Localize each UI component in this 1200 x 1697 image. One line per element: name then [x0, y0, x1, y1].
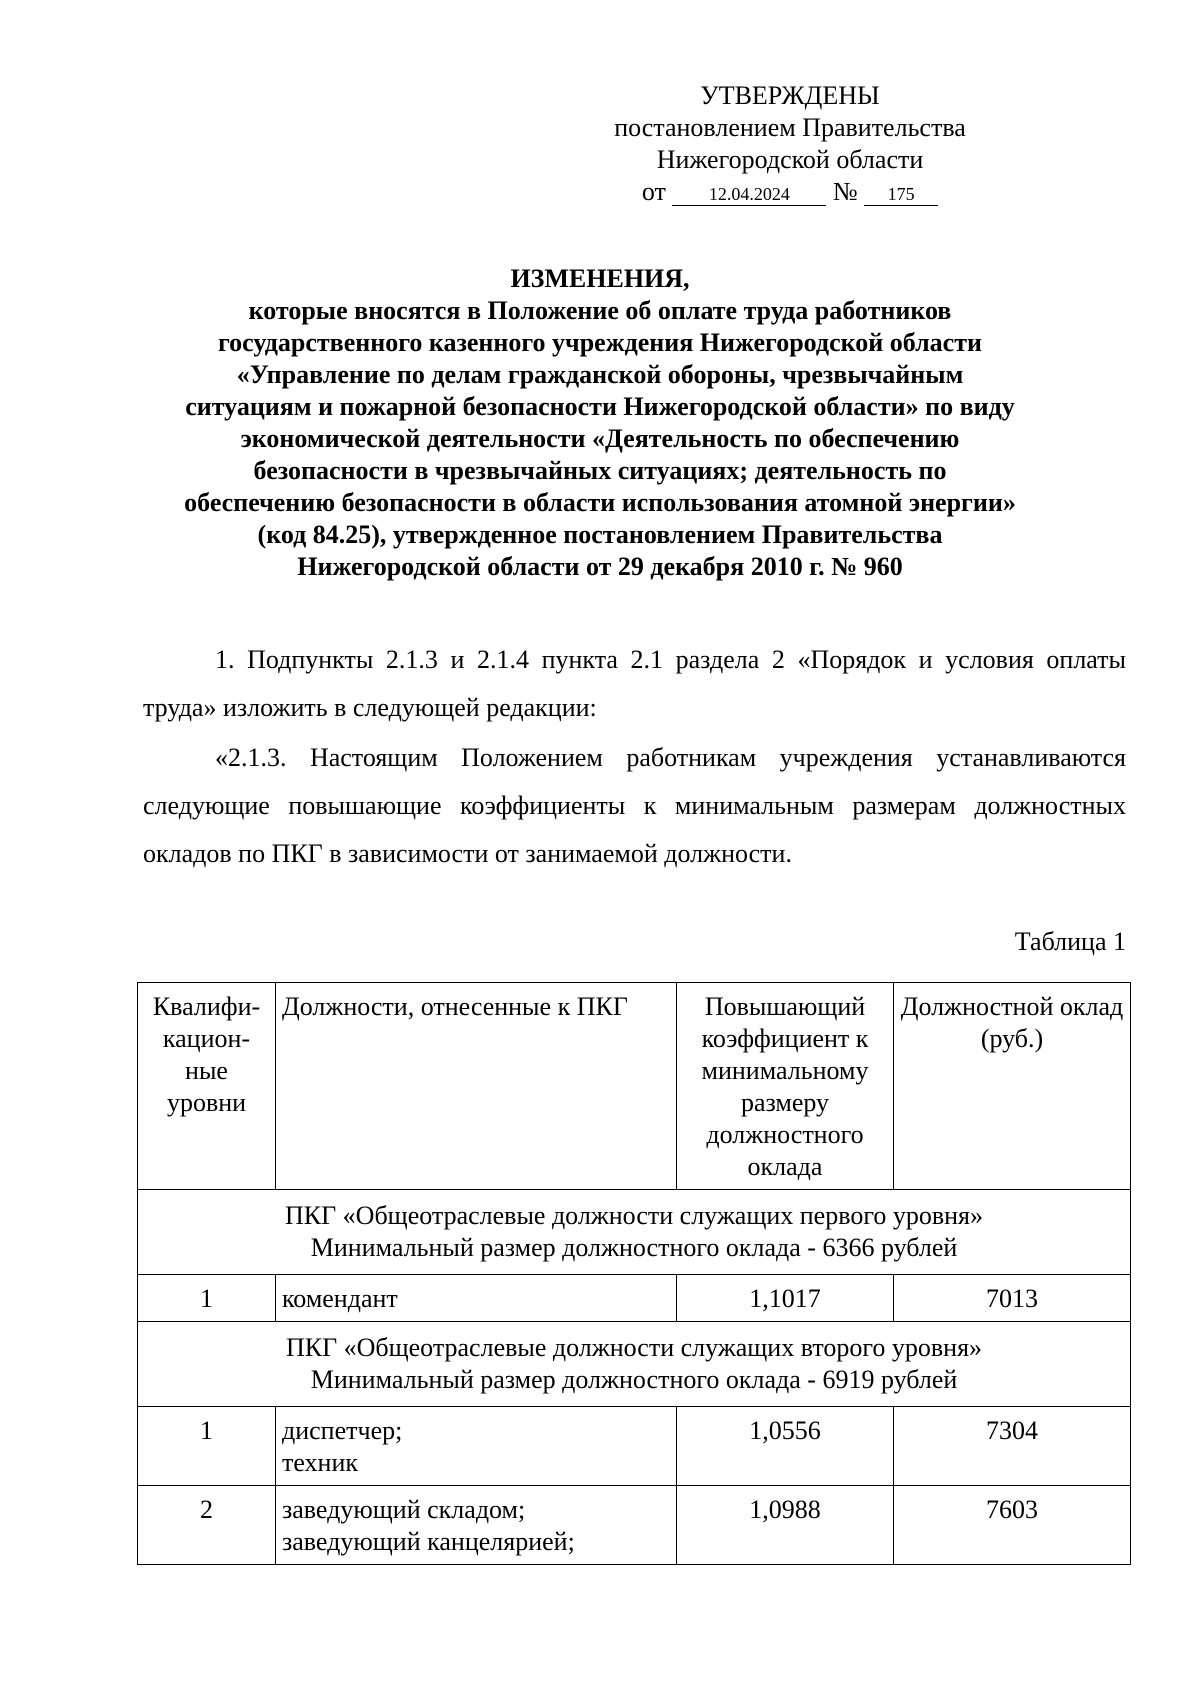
table-row	[138, 1486, 1131, 1565]
paragraph-1-text: 1. Подпункты 2.1.3 и 2.1.4 пункта 2.1 раздела 2 «Порядок и условия оплаты труда» изложить в следующей редакции:	[143, 645, 1126, 722]
title-line: обеспечению безопасности в области использования атомной энергии»	[184, 488, 1016, 517]
cell-coefficient: 1,1017	[677, 1275, 894, 1322]
approval-heading: УТВЕРЖДЕНЫ	[700, 81, 880, 110]
title-line: ситуациям и пожарной безопасности Нижегородской области» по виду	[185, 392, 1015, 421]
position-name: комендант	[282, 1284, 398, 1313]
header-level: Квалифи-кацион-ные уровни	[138, 983, 276, 1190]
title-line: Нижегородской области от 29 декабря 2010 г. № 960	[297, 552, 903, 581]
cell-positions	[276, 1275, 677, 1322]
cell-salary: 7013	[894, 1275, 1131, 1322]
number-label: №	[832, 177, 858, 206]
cell-positions	[276, 1407, 677, 1486]
paragraph-2	[143, 734, 1126, 878]
table-row	[138, 1275, 1131, 1322]
group-title: ПКГ «Общеотраслевые должности служащих второго уровня»	[285, 1333, 983, 1362]
paragraph-2-text: «2.1.3. Настоящим Положением работникам учреждения устанавливаются следующие повышающие коэффициенты к минимальным размерам должностных окладов по ПКГ в зависимости от занимаемой должности.	[143, 743, 1126, 868]
title-line: государственного казенного учреждения Нижегородской области	[218, 328, 982, 357]
from-label: от	[641, 177, 666, 206]
group-cell	[138, 1190, 1131, 1275]
group-row	[138, 1322, 1131, 1407]
title-line: экономической деятельности «Деятельность по обеспечению	[240, 424, 960, 453]
position-name: диспетчер;	[282, 1416, 403, 1445]
approval-line-1: постановлением Правительства	[614, 113, 966, 142]
cell-salary: 7304	[894, 1407, 1131, 1486]
table-row	[138, 1407, 1131, 1486]
approval-date: 12.04.2024	[672, 183, 826, 206]
approval-date-line	[560, 176, 1020, 208]
table-header-row	[138, 983, 1131, 1190]
title-line: «Управление по делам гражданской обороны, чрезвычайным	[236, 360, 964, 389]
approval-stamp	[560, 80, 1020, 208]
title-line: безопасности в чрезвычайных ситуациях; деятельность по	[253, 456, 947, 485]
approval-line-2: Нижегородской области	[656, 145, 924, 174]
cell-level: 1	[138, 1275, 276, 1322]
salary-table	[137, 982, 1131, 1565]
group-min-salary: Минимальный размер должностного оклада - 6919 рублей	[310, 1365, 958, 1394]
title-line: которые вносятся в Положение об оплате труда работников	[248, 296, 952, 325]
header-salary: Должностной оклад (руб.)	[894, 983, 1131, 1190]
position-name: техник	[282, 1448, 359, 1477]
cell-level: 2	[138, 1486, 276, 1565]
group-cell	[138, 1322, 1131, 1407]
title-line: ИЗМЕНЕНИЯ,	[510, 264, 690, 293]
paragraph-1	[143, 636, 1126, 732]
header-coefficient: Повышающий коэффициент к минимальному размеру должностного оклада	[677, 983, 894, 1190]
table-caption: Таблица 1	[1014, 927, 1126, 956]
cell-coefficient: 1,0988	[677, 1486, 894, 1565]
group-title: ПКГ «Общеотраслевые должности служащих первого уровня»	[285, 1201, 983, 1230]
cell-positions	[276, 1486, 677, 1565]
title-line: (код 84.25), утвержденное постановлением Правительства	[257, 520, 943, 549]
position-name: заведующий складом;	[282, 1495, 526, 1524]
header-positions: Должности, отнесенные к ПКГ	[276, 983, 677, 1190]
cell-level: 1	[138, 1407, 276, 1486]
position-name: заведующий канцелярией;	[282, 1527, 575, 1556]
group-min-salary: Минимальный размер должностного оклада - 6366 рублей	[310, 1233, 958, 1262]
cell-coefficient: 1,0556	[677, 1407, 894, 1486]
document-title	[130, 263, 1070, 583]
cell-salary: 7603	[894, 1486, 1131, 1565]
group-row	[138, 1190, 1131, 1275]
approval-number: 175	[864, 183, 938, 206]
